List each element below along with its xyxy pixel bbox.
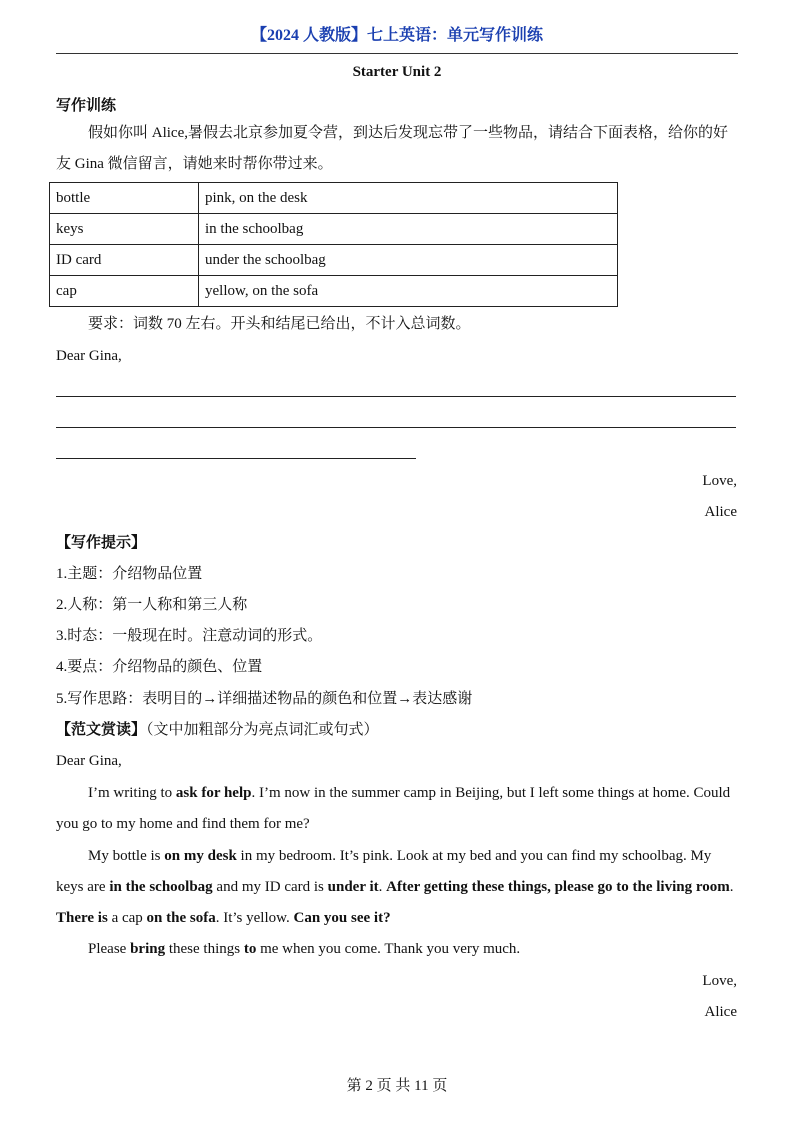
requirement-text: 要求：词数 70 左右。开头和结尾已给出，不计入总词数。 [88, 316, 471, 332]
sample-paragraph-2 [56, 841, 738, 934]
page-header-title: 【2024 人教版】七上英语：单元写作训练 [250, 27, 543, 44]
tips-heading: 【写作提示】 [56, 535, 147, 551]
table-cell-place: pink, on the desk [199, 183, 618, 214]
highlight-phrase: bring [130, 941, 166, 957]
table-row [50, 276, 618, 307]
answer-line [56, 427, 736, 428]
tip-item: 2.人称：第一人称和第三人称 [56, 597, 248, 613]
table-cell-item: bottle [50, 183, 199, 214]
sample-text: My bottle is [88, 848, 165, 864]
sample-greeting: Dear Gina, [56, 753, 122, 769]
highlight-phrase: on the sofa [146, 910, 216, 926]
table-row [50, 245, 618, 276]
highlight-phrase: in the schoolbag [109, 879, 213, 895]
table-cell-place: yellow, on the sofa [199, 276, 618, 307]
highlight-phrase: Can you see it? [293, 910, 391, 926]
answer-line [56, 396, 736, 397]
highlight-phrase: After getting these things, please go to the living room [386, 879, 730, 895]
sample-note: （文中加粗部分为亮点词汇或句式） [146, 722, 379, 738]
closing-name: Alice [704, 504, 737, 520]
closing-love: Love, [702, 473, 737, 489]
table-cell-item: cap [50, 276, 199, 307]
table-cell-place: in the schoolbag [199, 214, 618, 245]
table-cell-item: ID card [50, 245, 199, 276]
sample-text: . [729, 879, 734, 895]
sample-closing-love: Love, [702, 973, 737, 989]
page-footer: 第 2 页 共 11 页 [346, 1078, 448, 1094]
sample-text: these things [165, 941, 244, 957]
sample-text: me when you come. Thank you very much. [256, 941, 521, 957]
tip-item: 1.主题：介绍物品位置 [56, 566, 203, 582]
tip-item: 4.要点：介绍物品的颜色、位置 [56, 659, 263, 675]
sample-closing-name: Alice [704, 1004, 737, 1020]
sample-text: and my ID card is [212, 879, 328, 895]
tip-item: 5.写作思路：表明目的→详细描述物品的颜色和位置→表达感谢 [56, 691, 473, 707]
table-row [50, 183, 618, 214]
sample-paragraph-3 [56, 934, 738, 965]
sample-heading-line [56, 715, 379, 746]
sample-text: in my bedroom. It’s pink. Look at my bed and you can find my schoolbag. My keys are [56, 848, 712, 895]
answer-line [56, 458, 416, 459]
sample-heading: 【范文赏读】 [56, 722, 147, 738]
sample-text: . It’s yellow. [215, 910, 294, 926]
greeting: Dear Gina, [56, 348, 122, 364]
sample-text: a cap [107, 910, 147, 926]
table-cell-place: under the schoolbag [199, 245, 618, 276]
writing-prompt: 假如你叫 Alice,暑假去北京参加夏令营，到达后发现忘带了一些物品，请结合下面表格，给你的好友 Gina 微信留言，请她来时帮你带过来。 [56, 125, 728, 172]
highlight-phrase: There is [56, 910, 108, 926]
sample-text: . I’m now in the summer camp in Beijing, but I left some things at home. Could you go to my home and find them for me? [56, 785, 731, 832]
sample-text: . [378, 879, 387, 895]
table-row [50, 214, 618, 245]
section-heading: 写作训练 [56, 98, 117, 114]
header-divider [56, 53, 738, 54]
items-table [49, 182, 618, 307]
sample-text: Please [88, 941, 131, 957]
highlight-phrase: to [243, 941, 257, 957]
sample-text: I’m writing to [88, 785, 176, 801]
sample-paragraph-1 [56, 778, 738, 840]
highlight-phrase: on my desk [164, 848, 237, 864]
highlight-phrase: under it [327, 879, 379, 895]
highlight-phrase: ask for help [175, 785, 252, 801]
table-cell-item: keys [50, 214, 199, 245]
unit-title: Starter Unit 2 [352, 64, 442, 80]
tip-item: 3.时态：一般现在时。注意动词的形式。 [56, 628, 323, 644]
